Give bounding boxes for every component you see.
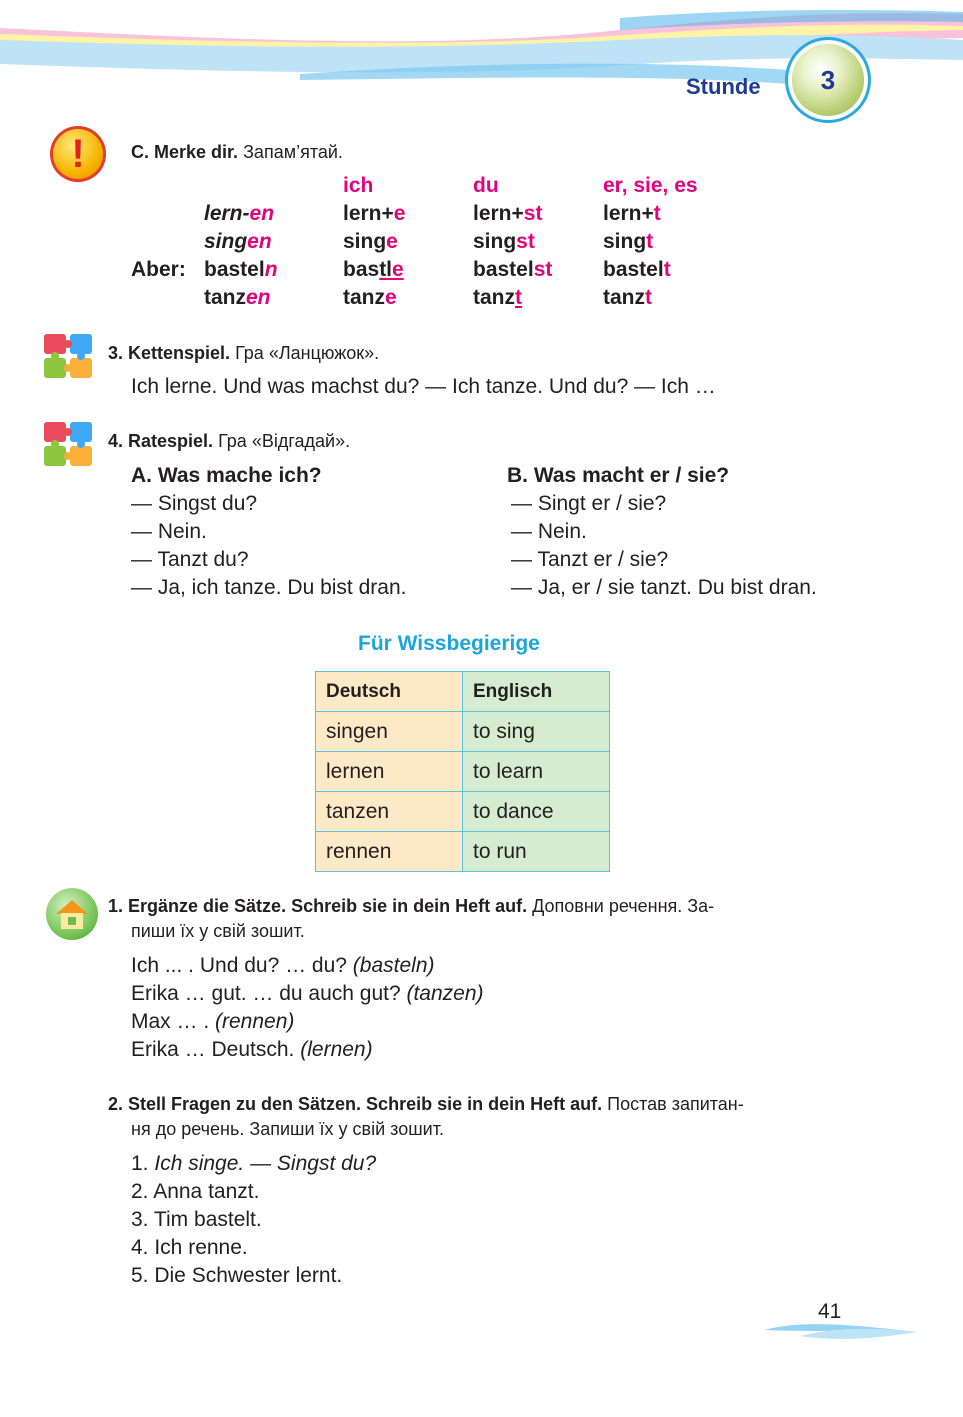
homework1-line bbox=[131, 1010, 294, 1034]
form-du-singen bbox=[473, 230, 535, 254]
table-row bbox=[316, 832, 610, 872]
task4-title-ua: Гра «Відгадай». bbox=[218, 431, 351, 451]
verb-hint: (basteln) bbox=[352, 954, 435, 977]
form-ich-lernen bbox=[343, 202, 405, 226]
puzzle-icon bbox=[40, 418, 98, 470]
task3-heading bbox=[108, 343, 379, 364]
form-du-tanzen bbox=[473, 286, 522, 310]
table-row bbox=[316, 712, 610, 752]
form-du-basteln bbox=[473, 258, 552, 282]
pronoun-er-sie-es: er, sie, es bbox=[603, 174, 698, 197]
stem: tanz bbox=[204, 286, 246, 309]
table-cell: tanzen bbox=[316, 792, 463, 832]
ending: e bbox=[385, 286, 397, 309]
sentence: Erika … Deutsch. bbox=[131, 1038, 301, 1061]
task4-col-b-line: — Tanzt er / sie? bbox=[511, 548, 669, 571]
ending: st bbox=[523, 202, 543, 225]
homework2-example bbox=[131, 1152, 376, 1176]
form-ich-tanzen bbox=[343, 286, 397, 310]
pronoun-ich: ich bbox=[343, 174, 374, 197]
task4-title: 4. Ratespiel. bbox=[108, 431, 214, 451]
merke-title-ua: Запам’ятай. bbox=[243, 142, 343, 162]
task4-col-b-line: — Singt er / sie? bbox=[511, 492, 667, 515]
ending: t bbox=[515, 286, 522, 309]
table-header-cell: Deutsch bbox=[316, 672, 463, 712]
ending: t bbox=[663, 258, 671, 281]
homework1-title-ua-1: Доповни речення. За- bbox=[532, 896, 715, 916]
infinitive-singen bbox=[204, 230, 272, 254]
ending: e bbox=[386, 230, 398, 253]
form-ich-singen bbox=[343, 230, 398, 254]
stem: bastel bbox=[204, 258, 265, 281]
form-er-singen bbox=[603, 230, 653, 254]
footer-wave bbox=[760, 1318, 920, 1346]
table-row bbox=[316, 792, 610, 832]
task4-col-a-line: — Ja, ich tanze. Du bist dran. bbox=[131, 576, 407, 599]
wissbegierige-title: Für Wissbegierige bbox=[358, 632, 540, 655]
infinitive-lernen bbox=[204, 202, 274, 226]
sentence: Ich ... . Und du? … du? bbox=[131, 954, 353, 977]
puzzle-icon bbox=[40, 330, 98, 382]
homework2-line: 4. Ich renne. bbox=[131, 1236, 248, 1259]
ending: t bbox=[653, 202, 661, 225]
form-er-lernen bbox=[603, 202, 661, 226]
stem: sing bbox=[603, 230, 647, 253]
merke-title: C. Merke dir. bbox=[131, 142, 239, 162]
aber-label: Aber: bbox=[131, 258, 186, 281]
stem: sing bbox=[204, 230, 248, 253]
sentence: Erika … gut. … du auch gut? bbox=[131, 982, 407, 1005]
verb-hint: (tanzen) bbox=[406, 982, 484, 1005]
task4-col-a-heading: A. Was mache ich? bbox=[131, 464, 322, 487]
sentence: Max … . bbox=[131, 1010, 216, 1033]
ending: e bbox=[393, 202, 406, 225]
homework1-line bbox=[131, 954, 435, 978]
pronoun-du: du bbox=[473, 174, 499, 197]
task3-title: 3. Kettenspiel. bbox=[108, 343, 231, 363]
form-er-tanzen bbox=[603, 286, 652, 310]
stem: sing bbox=[343, 230, 387, 253]
lesson-label: Stunde bbox=[686, 74, 761, 99]
vocabulary-table bbox=[315, 671, 610, 872]
task4-col-a-line: — Tanzt du? bbox=[131, 548, 249, 571]
homework1-title-ua-2: пиши їх у свій зошит. bbox=[131, 921, 305, 941]
homework2-title-ua-2: ня до речень. Запиши їх у свій зошит. bbox=[131, 1119, 444, 1139]
homework2-line: 2. Anna tanzt. bbox=[131, 1180, 260, 1203]
ending: t bbox=[646, 230, 654, 253]
ending: st bbox=[516, 230, 535, 253]
task4-col-b-line: — Ja, er / sie tanzt. Du bist dran. bbox=[511, 576, 817, 599]
stem: lern+ bbox=[343, 202, 394, 225]
table-cell: to run bbox=[463, 832, 610, 872]
form-ich-basteln bbox=[343, 258, 404, 282]
homework1-title: 1. Ergänze die Sätze. Schreib sie in dein Heft auf. bbox=[108, 896, 528, 916]
homework2-title-ua-1: Постав запитан- bbox=[607, 1094, 744, 1114]
homework2-line: 3. Tim bastelt. bbox=[131, 1208, 262, 1231]
table-cell: to learn bbox=[463, 752, 610, 792]
stem: sing bbox=[473, 230, 517, 253]
item-number: 1. bbox=[131, 1152, 149, 1175]
infinitive-tanzen bbox=[204, 286, 271, 310]
homework1-heading bbox=[108, 896, 714, 917]
lesson-number-badge: 3 bbox=[792, 44, 864, 116]
table-header-cell: Englisch bbox=[463, 672, 610, 712]
table-cell: lernen bbox=[316, 752, 463, 792]
homework1-line bbox=[131, 1038, 373, 1062]
ending: en bbox=[246, 286, 271, 309]
table-row bbox=[316, 752, 610, 792]
homework2-line: 5. Die Schwester lernt. bbox=[131, 1264, 343, 1287]
homework2-heading bbox=[108, 1094, 744, 1115]
stem: tanz bbox=[343, 286, 385, 309]
stem: lern- bbox=[204, 202, 250, 225]
example-text: Ich singe. — Singst du? bbox=[154, 1152, 377, 1175]
stem: bastel bbox=[603, 258, 664, 281]
verb-hint: (rennen) bbox=[215, 1010, 295, 1033]
infinitive-basteln bbox=[204, 258, 278, 282]
table-cell: singen bbox=[316, 712, 463, 752]
alert-exclamation-icon: ! bbox=[50, 126, 106, 182]
ending: en bbox=[247, 230, 272, 253]
table-cell: to sing bbox=[463, 712, 610, 752]
merke-heading bbox=[131, 142, 343, 163]
ending: st bbox=[533, 258, 553, 281]
task4-col-b-line: — Nein. bbox=[511, 520, 587, 543]
ending: n bbox=[264, 258, 278, 281]
task4-col-a-line: — Singst du? bbox=[131, 492, 258, 515]
task4-heading bbox=[108, 431, 350, 452]
underlined-part: tl bbox=[379, 258, 393, 281]
stem: tanz bbox=[473, 286, 515, 309]
ending: e bbox=[392, 258, 404, 281]
form-er-basteln bbox=[603, 258, 671, 282]
verb-hint: (lernen) bbox=[300, 1038, 373, 1061]
homework1-line bbox=[131, 982, 484, 1006]
table-cell: rennen bbox=[316, 832, 463, 872]
stem: bastel bbox=[473, 258, 534, 281]
home-icon bbox=[46, 888, 98, 940]
page-number: 41 bbox=[818, 1300, 842, 1323]
table-cell: to dance bbox=[463, 792, 610, 832]
table-header-row bbox=[316, 672, 610, 712]
task3-text: Ich lerne. Und was machst du? — Ich tanze. Und du? — Ich … bbox=[131, 375, 716, 398]
ending: en bbox=[249, 202, 275, 225]
stem: tanz bbox=[603, 286, 645, 309]
form-du-lernen bbox=[473, 202, 542, 226]
task4-col-a-line: — Nein. bbox=[131, 520, 207, 543]
stem: bas bbox=[343, 258, 380, 281]
task3-title-ua: Гра «Ланцюжок». bbox=[235, 343, 380, 363]
ending: t bbox=[645, 286, 652, 309]
stem: lern+ bbox=[603, 202, 654, 225]
stem: lern+ bbox=[473, 202, 524, 225]
task4-col-b-heading: B. Was macht er / sie? bbox=[507, 464, 730, 487]
homework2-title: 2. Stell Fragen zu den Sätzen. Schreib sie in dein Heft auf. bbox=[108, 1094, 603, 1114]
